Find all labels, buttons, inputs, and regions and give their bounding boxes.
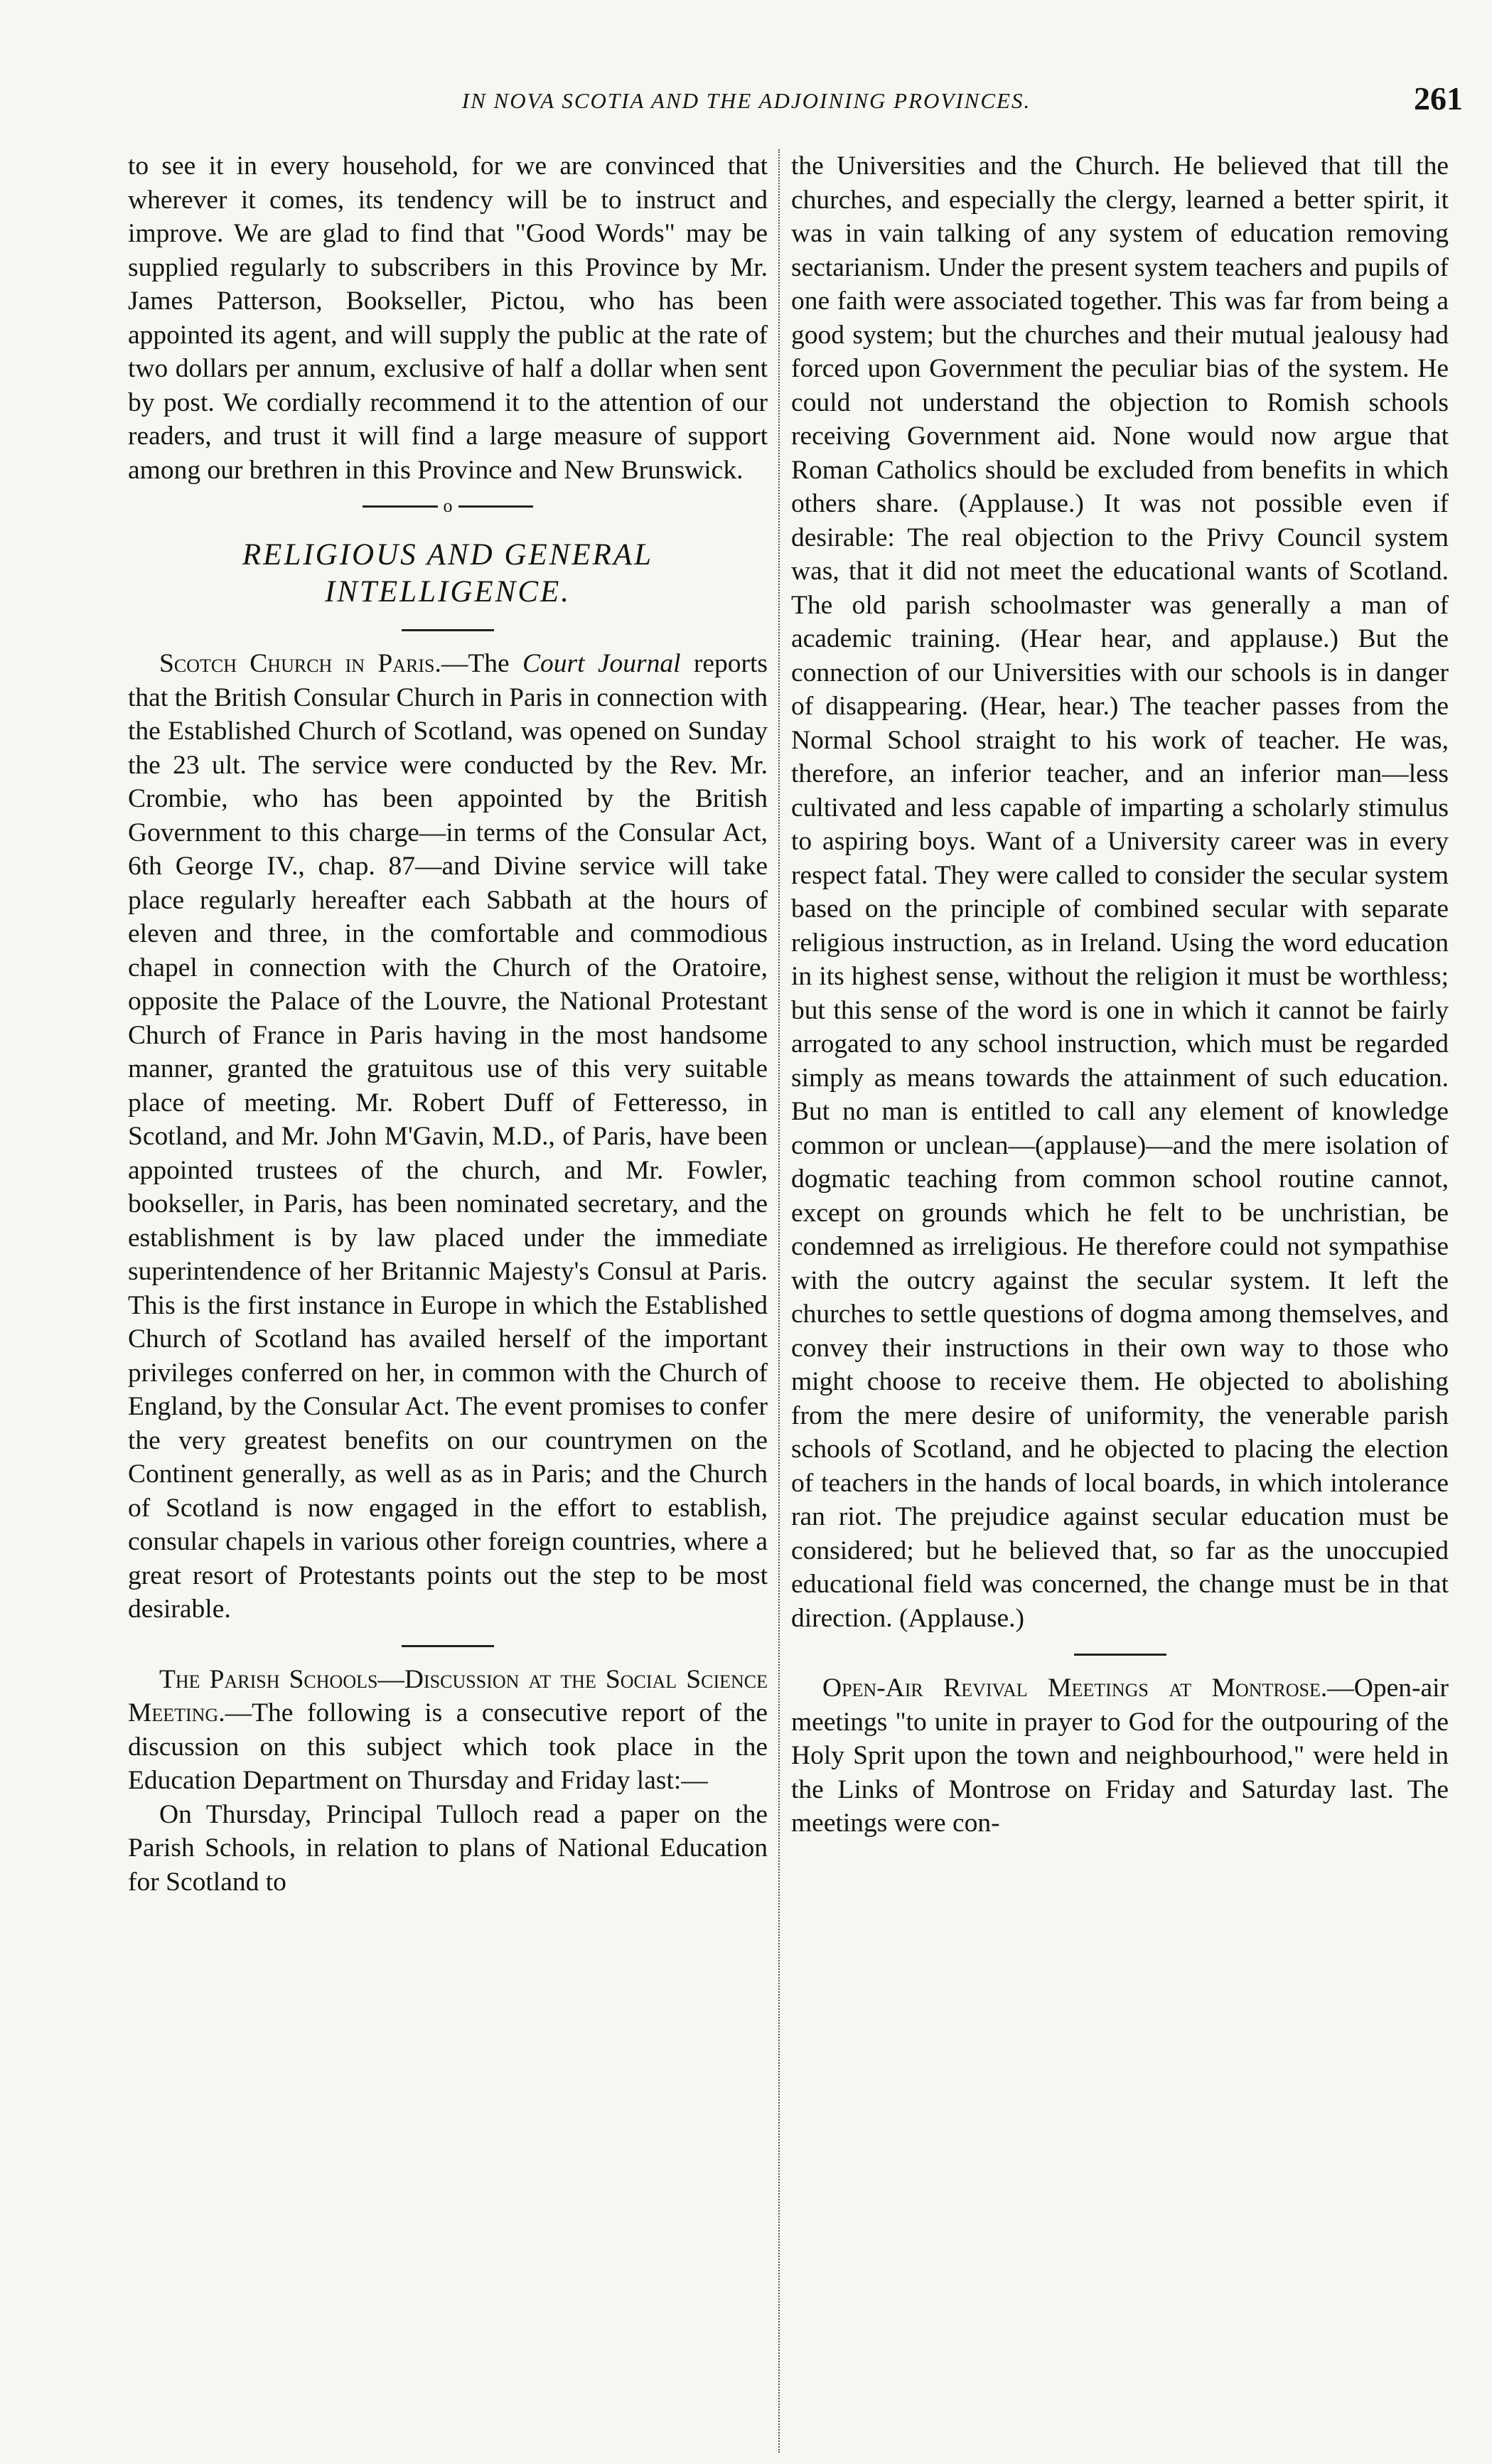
article1-title: Scotch Church in Paris.: [159, 649, 441, 678]
page-number: 261: [1414, 80, 1463, 117]
left-column: [128, 149, 768, 1899]
section-heading: [128, 537, 768, 611]
article1-body: reports that the British Consular Church in Paris in connection with the Established Church of Scotland, was opened on Sunday the 23 ult. The service were conducted by the Rev. Mr. Crombie, who has been appointed by the British Government to this charge—in terms of the Consular Act, 6th George IV., chap. 87—and Divine service will take place regularly hereafter each Sabbath at the hours of eleven and three, in the comfortable and commodious chapel in connection with the Church of the Oratoire, opposite the Palace of the Louvre, the National Protestant Church of France in Paris having in the most handsome manner, granted the gratuitous use of this very suitable place of meeting. Mr. Robert Duff of Fetteresso, in Scotland, and Mr. John M'Gavin, M.D., of Paris, have been appointed trustees of the church, and Mr. Fowler, bookseller, in Paris, has been nominated secretary, and the establishment is by law placed under the immediate superintendence of her Britannic Majesty's Consul at Paris. This is the first instance in Europe in which the Established Church of Scotland has availed herself of the important privileges conferred on her, in common with the Church of England, by the Consular Act. The event promises to confer the very greatest benefits on our countrymen on the Continent generally, as well as as in Paris; and the Church of Scotland is now engaged in the effort to establish, consular chapels in various other foreign countries, where a great resort of Protestants points out the step to be most desirable.: [128, 649, 768, 1624]
article1-source: Court Journal: [522, 649, 681, 678]
column-separator: [778, 149, 780, 2453]
article3-body: —Open-air meetings "to unite in prayer to God for the outpouring of the Holy Sprit upon the town and neighbourhood," were held in the Links of Montrose on Friday and Saturday last. The meetings were con-: [791, 1673, 1449, 1838]
continued-paragraph: the Universities and the Church. He believed that till the churches, and especially the clergy, learned a better spirit, it was in vain talking of any system of education removing sectarianism. Under the present system teachers and pupils of one faith were associated together. This was far from being a good system; but the churches and their mutual jealousy had forced upon Government the peculiar bias of the system. He could not understand the objection to Romish schools receiving Government aid. None would now argue that Roman Catholics should be excluded from benefits in which others share. (Applause.) It was not possible even if desirable: The real objection to the Privy Council system was, that it did not meet the educational wants of Scotland. The old parish schoolmaster was generally a man of academic training. (Hear hear, and applause.) But the connection of our Universities with our schools is in danger of disappearing. (Hear, hear.) The teacher passes from the Normal School straight to his work of teacher. He was, therefore, an inferior teacher, and an inferior man—less cultivated and less capable of imparting a scholarly stimulus to aspiring boys. Want of a University career was in every respect fatal. They were called to consider the secular system based on the principle of combined secular with separate religious instruction, as in Ireland. Using the word education in its highest sense, without the religion it must be worthless; but this sense of the word is one in which it cannot be fairly arrogated to any school instruction, which must be regarded simply as means towards the attainment of such education. But no man is entitled to call any element of knowledge common or unclean—(applause)—and the mere isolation of dogmatic teaching from common school routine cannot, except on grounds which he felt to be unchristian, be condemned as irreligious. He therefore could not sympathise with the outcry against the secular system. It left the churches to settle questions of dogma among themselves, and convey their instructions in their own way to those who might choose to receive them. He objected to abolishing from the mere desire of uniformity, the venerable parish schools of Scotland, and he objected to placing the election of teachers in the hands of local boards, in which intolerance ran riot. The prejudice against secular education must be considered; but he believed that, so far as the unoccupied educational field was concerned, the change must be in that direction. (Applause.): [791, 151, 1449, 1633]
article-divider: [402, 1645, 494, 1647]
page-header: [135, 80, 1464, 129]
article1-dash: —The: [441, 649, 523, 678]
section-heading-line1: RELIGIOUS AND GENERAL: [242, 538, 654, 572]
section-heading-line2: INTELLIGENCE.: [324, 575, 571, 609]
article2-body: —The following is a consecutive report of the discussion on this subject which took place in the Education Department on Thursday and Friday last:—: [128, 1698, 768, 1795]
article-divider-right: [1074, 1654, 1166, 1656]
running-title: IN NOVA SCOTIA AND THE ADJOINING PROVINCES.: [461, 88, 1031, 113]
article3-title: Open-Air Revival Meetings at Montrose.: [822, 1673, 1328, 1703]
article2-paragraph2: On Thursday, Principal Tulloch read a paper on the Parish Schools, in relation to plans of National Education for Scotland to: [128, 1799, 768, 1897]
heading-rule: [402, 629, 494, 631]
article-open-air-revival: [791, 1671, 1449, 1841]
article2-title: The Parish Schools—Discussion at the Social Science Meeting.: [128, 1664, 768, 1728]
right-column: [791, 149, 1449, 1841]
article-scotch-church-paris: [128, 647, 768, 1627]
intro-paragraph: to see it in every household, for we are convinced that wherever it comes, its tendency will be to instruct and improve. We are glad to find that "Good Words" may be supplied regularly to subscribers in this Province by Mr. James Patterson, Bookseller, Pictou, who has been appointed its agent, and will supply the public at the rate of two dollars per annum, exclusive of half a dollar when sent by post. We cordially recommend it to the attention of our readers, and trust it will find a large measure of support among our brethren in this Province and New Brunswick.: [128, 151, 768, 485]
divider-mark: o: [443, 496, 453, 516]
section-divider: [363, 497, 533, 515]
article-parish-schools: [128, 1663, 768, 1798]
